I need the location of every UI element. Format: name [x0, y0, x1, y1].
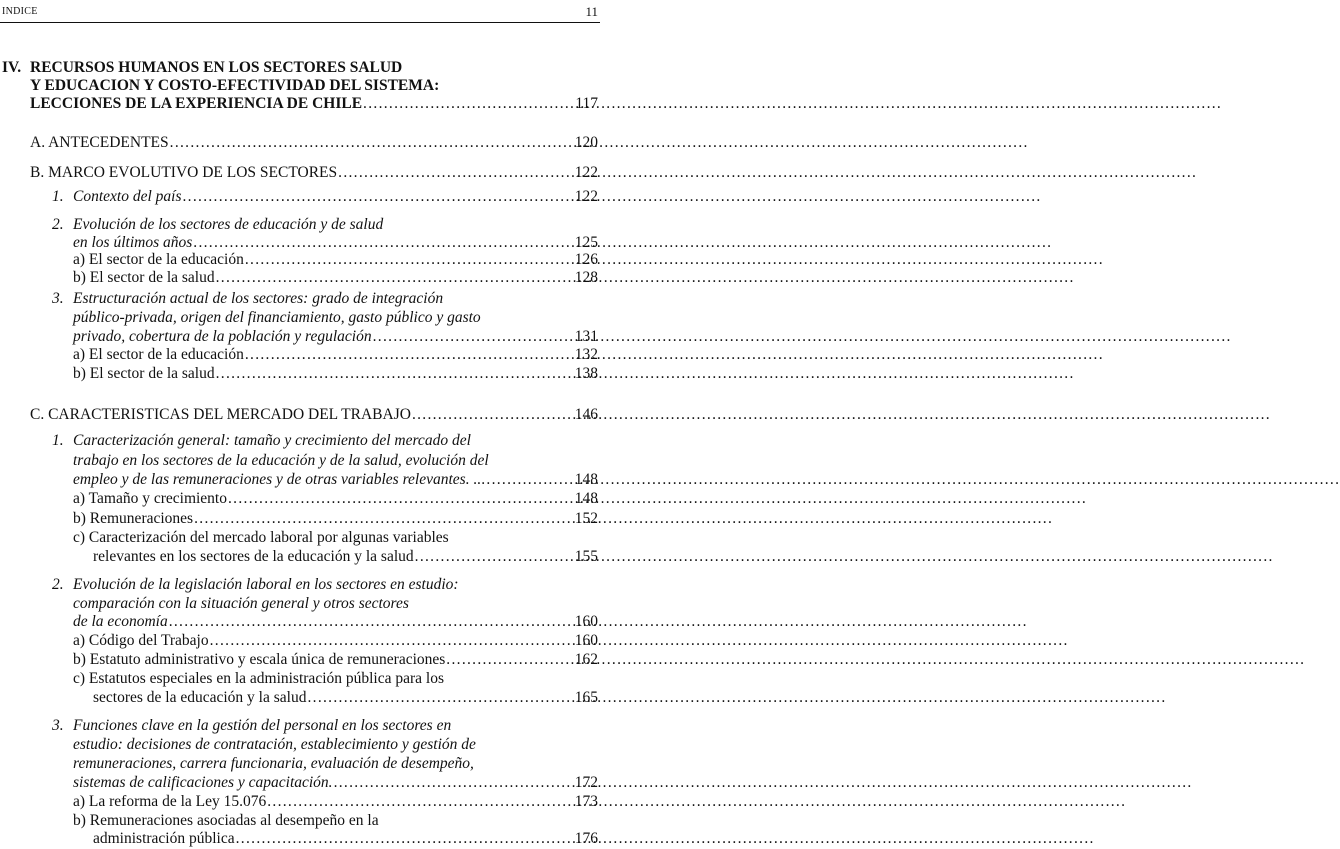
- page-ref: 176: [574, 830, 598, 847]
- subsection-title: Contexto del país: [73, 188, 182, 205]
- dot-leader: [194, 510, 572, 527]
- dot-leader: [481, 471, 575, 488]
- toc-entry-b3[interactable]: [73, 328, 598, 345]
- page-ref: 172: [574, 774, 598, 791]
- dot-leader: [338, 164, 572, 181]
- subsection-number: 3.: [52, 290, 64, 307]
- item-title-line-1: b) Remuneraciones asociadas al desempeño en la: [73, 812, 379, 829]
- page-ref: 165: [574, 689, 598, 706]
- dot-leader: [412, 406, 572, 423]
- item-title: b) El sector de la salud: [73, 365, 215, 382]
- item-title-line-2: sectores de la educación y la salud: [93, 689, 307, 706]
- subsection-title-line-1: Funciones clave en la gestión del personal en los sectores en: [73, 717, 452, 734]
- chapter-title-line-3: LECCIONES DE LA EXPERIENCIA DE CHILE: [30, 95, 363, 112]
- chapter-number: IV.: [2, 59, 22, 76]
- page-ref: 128: [574, 269, 598, 286]
- dot-leader: [415, 548, 572, 565]
- toc-entry-c1b[interactable]: [73, 510, 598, 527]
- subsection-title-line-1: Evolución de los sectores de educación y de salud: [73, 216, 384, 233]
- toc-entry-c2[interactable]: [73, 613, 598, 630]
- running-header: [0, 0, 600, 24]
- page-ref: 126: [574, 251, 598, 268]
- item-title-line-1: c) Caracterización del mercado laboral por algunas variables: [73, 529, 449, 546]
- page-ref: 155: [574, 548, 598, 565]
- page-ref: 125: [574, 234, 598, 251]
- section-title: C. CARACTERISTICAS DEL MERCADO DEL TRABAJO: [30, 406, 411, 423]
- toc-entry-c3[interactable]: [73, 774, 598, 791]
- subsection-title-line-4: sistemas de calificaciones y capacitación.: [73, 774, 333, 791]
- toc-entry-c1[interactable]: [73, 471, 598, 488]
- toc-entry-section-b[interactable]: [30, 164, 598, 181]
- dot-leader: [307, 689, 571, 706]
- dot-leader: [334, 774, 572, 791]
- subsection-title-line-2: público-privada, origen del financiamiento, gasto público y gasto: [73, 309, 481, 326]
- dot-leader: [216, 365, 572, 382]
- subsection-title-line-2: comparación con la situación general y otros sectores: [73, 595, 409, 612]
- dot-leader: [373, 328, 572, 345]
- toc-entry-c2c[interactable]: [93, 689, 598, 706]
- header-rule: [0, 22, 600, 23]
- toc-entry-b3b[interactable]: [73, 365, 598, 382]
- page-number: 11: [585, 4, 598, 19]
- running-header-title: INDICE: [2, 6, 38, 17]
- page-ref: 160: [574, 613, 598, 630]
- chapter-title-line-2: Y EDUCACION Y COSTO-EFECTIVIDAD DEL SISTEMA:: [30, 77, 440, 94]
- item-title: a) La reforma de la Ley 15.076: [73, 793, 267, 810]
- subsection-number: 3.: [52, 717, 64, 734]
- toc-entry-chapter-iv[interactable]: [30, 95, 598, 112]
- toc-entry-c2b[interactable]: [73, 651, 598, 668]
- toc-entry-section-c[interactable]: [30, 406, 598, 423]
- page-ref: 173: [574, 793, 598, 810]
- page-ref: 120: [574, 134, 598, 151]
- page-ref: 146: [574, 406, 598, 423]
- subsection-title-line-3: de la economía: [73, 613, 168, 630]
- toc-entry-c3a[interactable]: [73, 793, 598, 810]
- item-title-line-2: relevantes en los sectores de la educación y la salud: [93, 548, 414, 565]
- subsection-title-line-3: privado, cobertura de la población y regulación: [73, 328, 372, 345]
- item-title: b) Remuneraciones: [73, 510, 194, 527]
- dot-leader: [446, 651, 571, 668]
- item-title-line-2: administración pública: [93, 830, 235, 847]
- dot-leader: [245, 346, 572, 363]
- chapter-title-line-1: RECURSOS HUMANOS EN LOS SECTORES SALUD: [30, 59, 403, 76]
- dot-leader: [267, 793, 572, 810]
- page-ref: 117: [575, 95, 598, 112]
- item-title: a) El sector de la educación: [73, 346, 244, 363]
- dot-leader: [170, 134, 572, 151]
- page-ref: 148: [574, 490, 598, 507]
- dot-leader: [183, 188, 572, 205]
- subsection-number: 2.: [52, 576, 64, 593]
- subsection-title-line-3: empleo y de las remuneraciones y de otras variables relevantes. ..: [73, 471, 482, 488]
- item-title-line-1: c) Estatutos especiales en la administración pública para los: [73, 670, 445, 687]
- subsection-title-line-1: Estructuración actual de los sectores: grado de integración: [73, 290, 444, 307]
- page-ref: 148: [574, 471, 598, 488]
- subsection-title-line-1: Evolución de la legislación laboral en los sectores en estudio:: [73, 576, 459, 593]
- toc-entry-b2b[interactable]: [73, 269, 598, 286]
- toc-entry-b2[interactable]: [73, 234, 598, 251]
- subsection-title-line-2: en los últimos años: [73, 234, 193, 251]
- page-ref: 132: [574, 346, 598, 363]
- toc-entry-b1[interactable]: [73, 188, 598, 205]
- page-ref: 138: [574, 365, 598, 382]
- toc-entry-c2a[interactable]: [73, 632, 598, 649]
- dot-leader: [210, 632, 572, 649]
- page-ref: 122: [574, 188, 598, 205]
- subsection-number: 2.: [52, 216, 64, 233]
- section-title: A. ANTECEDENTES: [30, 134, 169, 151]
- subsection-title-line-1: Caracterización general: tamaño y crecimiento del mercado del: [73, 432, 471, 449]
- dot-leader: [245, 251, 572, 268]
- dot-leader: [216, 269, 572, 286]
- item-title: b) Estatuto administrativo y escala única de remuneraciones: [73, 651, 446, 668]
- toc-entry-section-a[interactable]: [30, 134, 598, 151]
- dot-leader: [236, 830, 572, 847]
- item-title: b) El sector de la salud: [73, 269, 215, 286]
- page-ref: 162: [574, 651, 598, 668]
- subsection-title-line-2: trabajo en los sectores de la educación y de la salud, evolución del: [73, 452, 489, 469]
- toc-entry-c3b[interactable]: [93, 830, 598, 847]
- dot-leader: [169, 613, 572, 630]
- section-title: B. MARCO EVOLUTIVO DE LOS SECTORES: [30, 164, 338, 181]
- toc-entry-b3a[interactable]: [73, 346, 598, 363]
- page-ref: 122: [574, 164, 598, 181]
- dot-leader: [363, 95, 572, 112]
- subsection-number: 1.: [52, 188, 64, 205]
- item-title: a) Tamaño y crecimiento: [73, 490, 227, 507]
- toc-entry-b2a[interactable]: [73, 251, 598, 268]
- toc-entry-c1c[interactable]: [93, 548, 598, 565]
- dot-leader: [193, 234, 571, 251]
- page-ref: 131: [574, 328, 598, 345]
- page-ref: 152: [574, 510, 598, 527]
- subsection-number: 1.: [52, 432, 64, 449]
- subsection-title-line-3: remuneraciones, carrera funcionaria, evaluación de desempeño,: [73, 755, 474, 772]
- item-title: a) El sector de la educación: [73, 251, 244, 268]
- page-ref: 160: [574, 632, 598, 649]
- toc-entry-c1a[interactable]: [73, 490, 598, 507]
- subsection-title-line-2: estudio: decisiones de contratación, establecimiento y gestión de: [73, 736, 476, 753]
- item-title: a) Código del Trabajo: [73, 632, 209, 649]
- dot-leader: [228, 490, 572, 507]
